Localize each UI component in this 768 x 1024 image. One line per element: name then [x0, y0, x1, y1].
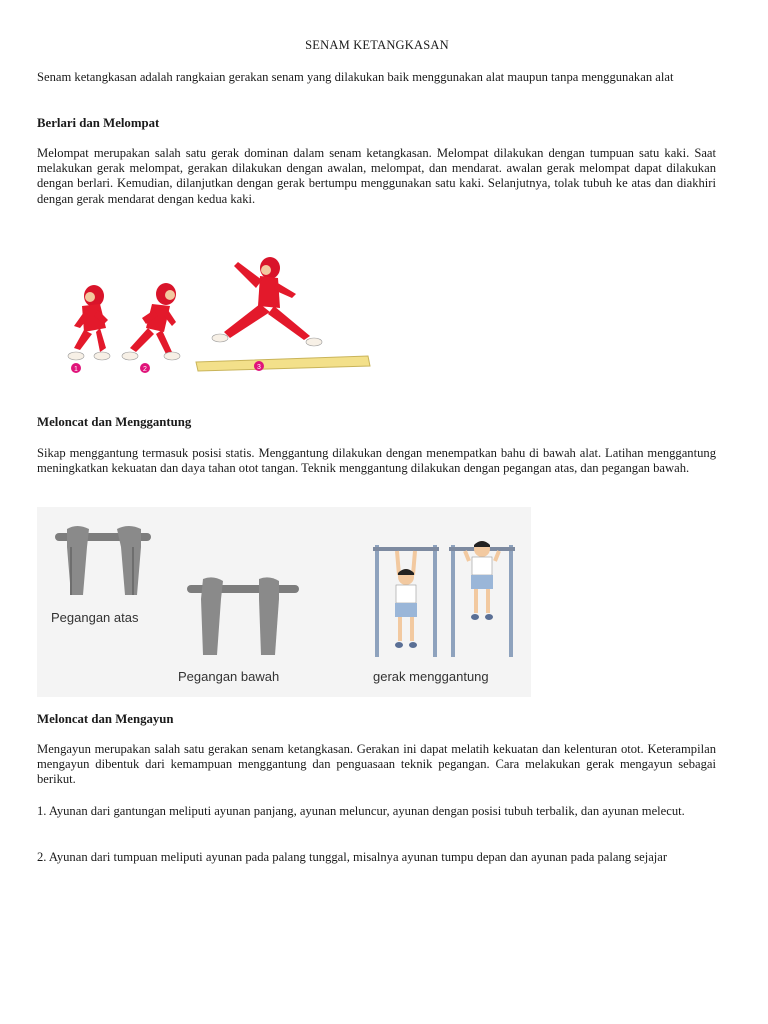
runner-figure-2	[122, 283, 180, 360]
step-marker-label: 3	[257, 364, 261, 371]
caption-overhand-grip: Pegangan atas	[51, 610, 139, 625]
caption-hanging-motion: gerak menggantung	[373, 669, 489, 684]
section-heading-swing: Meloncat dan Mengayun	[37, 712, 174, 726]
section-heading-hang: Meloncat dan Menggantung	[37, 415, 192, 429]
step-marker-3	[254, 361, 264, 371]
caption-underhand-grip: Pegangan bawah	[178, 669, 280, 684]
step-marker-label: 2	[143, 366, 147, 373]
runner-figure-1	[68, 285, 110, 360]
intro-paragraph: Senam ketangkasan adalah rangkaian gerakan senam yang dilakukan baik menggunakan alat maupun tanpa menggunakan alat	[37, 70, 674, 84]
step-marker-1	[71, 363, 81, 373]
section-body-hang: Sikap menggantung termasuk posisi statis. Menggantung dilakukan dengan menempatkan bahu di bawah alat. Latihan menggantung meningkatkan kekuatan dan daya tahan otot tangan. Teknik menggantung dilakukan dengan pegangan atas, dan pegangan bawah.	[37, 446, 716, 476]
step-marker-2	[140, 363, 150, 373]
section-body-jump: Melompat merupakan salah satu gerak dominan dalam senam ketangkasan. Melompat dilakukan dengan tumpuan satu kaki. Saat melakukan gerak melompat, gerakan dilakukan dengan awalan, melompat, dan mendarat. awalan gerak melompat dapat dilakukan dengan berlari. Kemudian, dilanjutkan dengan gerak bertumpu menggunakan satu kaki. Selanjutnya, tolak tubuh ke atas dan diakhiri dengan gerak mendarat dengan kedua kaki.	[37, 146, 716, 206]
hang-figure	[37, 507, 531, 697]
runner-figure-3	[212, 257, 322, 346]
document-title: SENAM KETANGKASAN	[305, 38, 449, 52]
jump-illustration	[34, 248, 374, 378]
landing-mat	[196, 356, 370, 371]
jump-figure	[34, 248, 374, 378]
section-body-swing: Mengayun merupakan salah satu gerakan senam ketangkasan. Gerakan ini dapat melatih kekuatan dan kelenturan otot. Keterampilan mengayun dibentuk dari kemampuan menggantung dan penguasaan teknik pegangan. Cara melakukan gerak mengayun sebagai berikut.	[37, 742, 716, 787]
swing-list-item-1: 1. Ayunan dari gantungan meliputi ayunan panjang, ayunan meluncur, ayunan dengan posisi tubuh terbalik, dan ayunan melecut.	[37, 804, 685, 818]
hanging-frame-2	[449, 541, 515, 657]
swing-list-item-2: 2. Ayunan dari tumpuan meliputi ayunan pada palang tunggal, misalnya ayunan tumpu depan dan ayunan pada palang sejajar	[37, 850, 668, 864]
section-heading-jump: Berlari dan Melompat	[37, 116, 160, 130]
hanging-frame-1	[373, 545, 439, 657]
step-marker-label: 1	[74, 366, 78, 373]
overhand-grip-illustration	[55, 526, 151, 595]
underhand-grip-illustration	[187, 577, 299, 655]
